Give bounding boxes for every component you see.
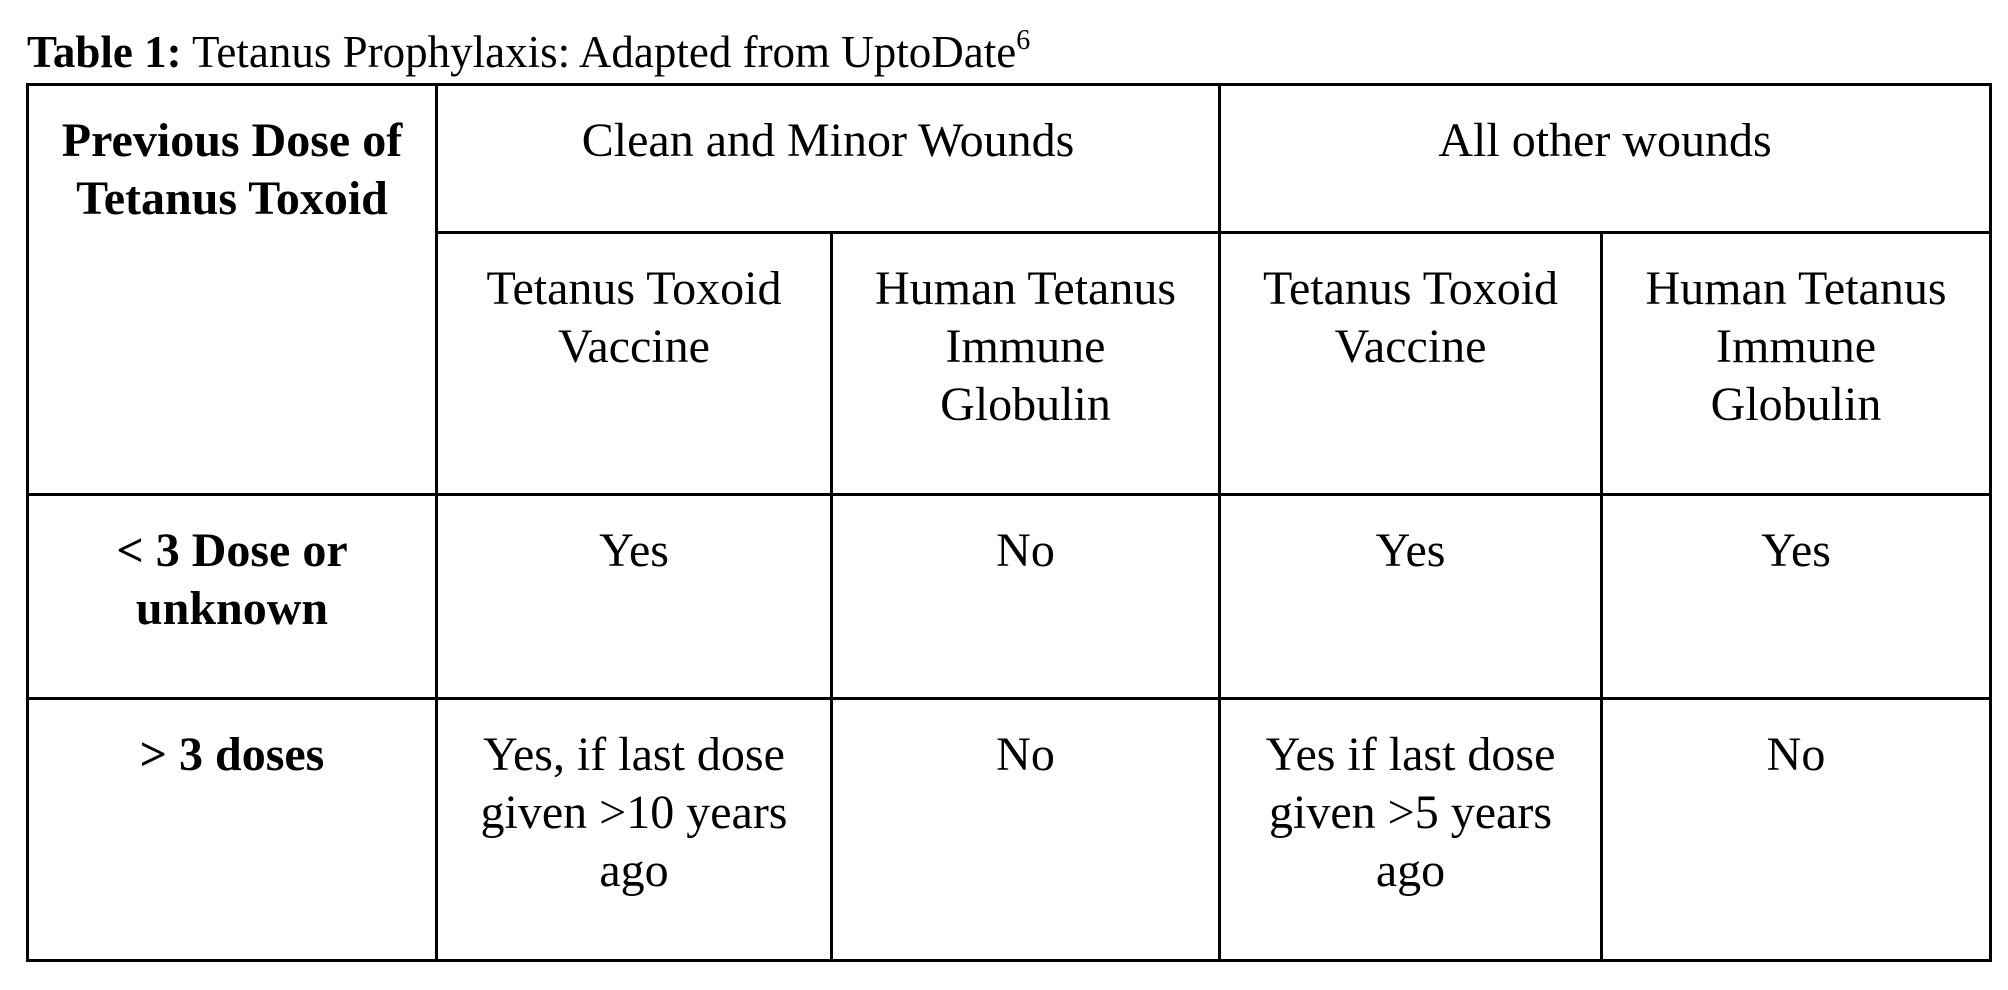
subheader-cell: Tetanus Toxoid Vaccine: [1220, 233, 1602, 495]
table-header-row: [28, 85, 1991, 233]
table-cell: Yes if last dose given >5 years ago: [1220, 699, 1602, 961]
table-cell: Yes, if last dose given >10 years ago: [437, 699, 832, 961]
caption-label: Table 1:: [27, 27, 182, 77]
caption-footnote-ref: 6: [1016, 25, 1031, 56]
corner-header-cell: Previous Dose of Tetanus Toxoid: [28, 85, 437, 495]
subheader-cell: Tetanus Toxoid Vaccine: [437, 233, 832, 495]
table-cell: No: [1602, 699, 1991, 961]
table-cell: Yes: [1220, 495, 1602, 699]
row-label-cell: > 3 doses: [28, 699, 437, 961]
table-cell: No: [832, 495, 1220, 699]
table-cell: Yes: [1602, 495, 1991, 699]
table-cell: No: [832, 699, 1220, 961]
caption-text: Tetanus Prophylaxis: Adapted from UptoDate: [181, 27, 1017, 77]
group-header-all-other-wounds: All other wounds: [1220, 85, 1991, 233]
table-row: [28, 699, 1991, 961]
group-header-clean-minor-wounds: Clean and Minor Wounds: [437, 85, 1220, 233]
subheader-cell: Human Tetanus Immune Globulin: [1602, 233, 1991, 495]
row-label-cell: < 3 Dose or unknown: [28, 495, 437, 699]
subheader-cell: Human Tetanus Immune Globulin: [832, 233, 1220, 495]
tetanus-prophylaxis-table: [26, 83, 1992, 962]
table-caption: [27, 22, 1030, 89]
table-row: [28, 495, 1991, 699]
table-cell: Yes: [437, 495, 832, 699]
